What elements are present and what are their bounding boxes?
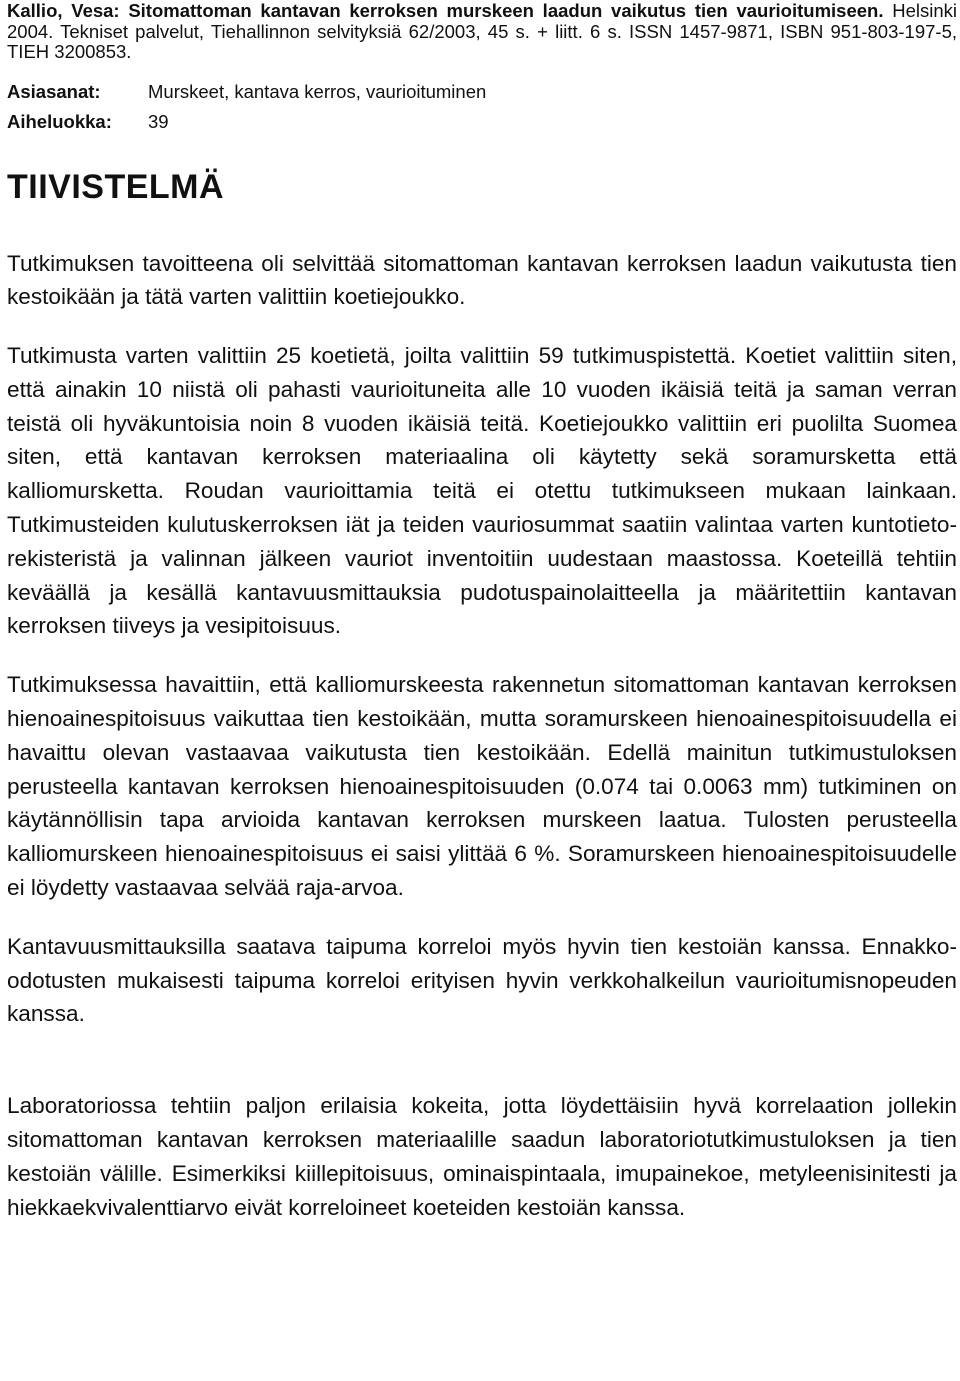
- category-row: [7, 107, 957, 137]
- paragraph-method: Tutkimusta varten valittiin 25 koetietä, joilta valittiin 59 tutkimuspistettä. Koetiet valittiin siten, että ainakin 10 niistä oli pahasti vaurioituneita alle 10 vuoden ikäisiä teitä ja saman verran teistä oli hyväkuntoisia noin 8 vuoden ikäisiä teitä. Koetiejoukko valittiin eri puolilta Suomea siten, että kantavan kerroksen materiaalina oli käytetty sekä soramursketta että kalliomursketta. Roudan vaurioittamia teitä ei otettu tutkimukseen mukaan lainkaan. Tutkimusteiden kulutuskerroksen iät ja teiden vauriosummat saatiin valintaa varten kuntotietorekisteristä ja valinnan jälkeen vauriot inventoitiin uudestaan maastossa. Koeteillä tehtiin keväällä ja kesällä kantavuusmittauksia pudotuspainolaitteella ja määritettiin kantavan kerroksen tiiveys ja vesipitoisuus.: [7, 343, 957, 639]
- metadata-block: [7, 77, 957, 137]
- paragraph-findings: Tutkimuksessa havaittiin, että kalliomurskeesta rakennetun sitomattoman kantavan kerroksen hienoainespitoisuus vaikuttaa tien kestoikään, mutta soramurskeen hienoainespitoisuudella ei havaittu olevan vastaavaa vaikutusta tien kestoikään. Edellä mainitun tutkimustuloksen perusteella kantavan kerroksen hienoainespitoisuuden (0.074 tai 0.0063 mm) tutkiminen on käytännöllisin tapa arvioida kantavan kerroksen murskeen laatua. Tulosten perusteella kalliomurskeen hienoainespitoisuus ei saisi ylittää 6 %. Soramurskeen hienoainespitoisuudelle ei löydetty vastaavaa selvää raja-arvoa.: [7, 672, 957, 901]
- document-page: [7, 0, 957, 1224]
- category-label: Aiheluokka:: [7, 110, 112, 132]
- keywords-label: Asiasanat:: [7, 80, 101, 102]
- keywords-row: [7, 77, 957, 107]
- category-value: 39: [148, 110, 169, 132]
- citation-author-title: Kallio, Vesa: Sitomattoman kantavan kerroksen murskeen laadun vaikutus tien vaurioitumiseen.: [7, 0, 884, 21]
- paragraph-deflection: Kantavuusmittauksilla saatava taipuma korreloi myös hyvin tien kestoiän kanssa. Ennakko-odotusten mukaisesti taipuma korreloi erityisen hyvin verkkohalkeilun vaurioitumisnopeuden kanssa.: [7, 933, 957, 1027]
- citation-details: Helsinki 2004. Tekniset palvelut, Tiehallinnon selvityksiä 62/2003, 45 s. + liitt. 6 s. ISSN 1457-9871, ISBN 951-803-197-5, TIEH 3200853.: [7, 0, 958, 62]
- keywords-value: Murskeet, kantava kerros, vaurioituminen: [148, 80, 487, 102]
- paragraph-laboratory: Laboratoriossa tehtiin paljon erilaisia kokeita, jotta löydettäisiin hyvä korrelaation jollekin sitomattoman kantavan kerroksen materiaalille saadun laboratoriotutkimustuloksen ja tien kestoiän välille. Esimerkiksi kiillepitoisuus, ominaispintaala, imupainekoe, metyleenisinitesti ja hiekkaekvivalenttiarvo eivät korreloineet koeteiden kestoiän kanssa.: [7, 1093, 957, 1220]
- section-heading: TIIVISTELMÄ: [7, 167, 225, 206]
- paragraph-objective: Tutkimuksen tavoitteena oli selvittää sitomattoman kantavan kerroksen laadun vaikutusta tien kestoikään ja tätä varten valittiin koetiejoukko.: [7, 250, 957, 310]
- citation-block: [7, 0, 957, 63]
